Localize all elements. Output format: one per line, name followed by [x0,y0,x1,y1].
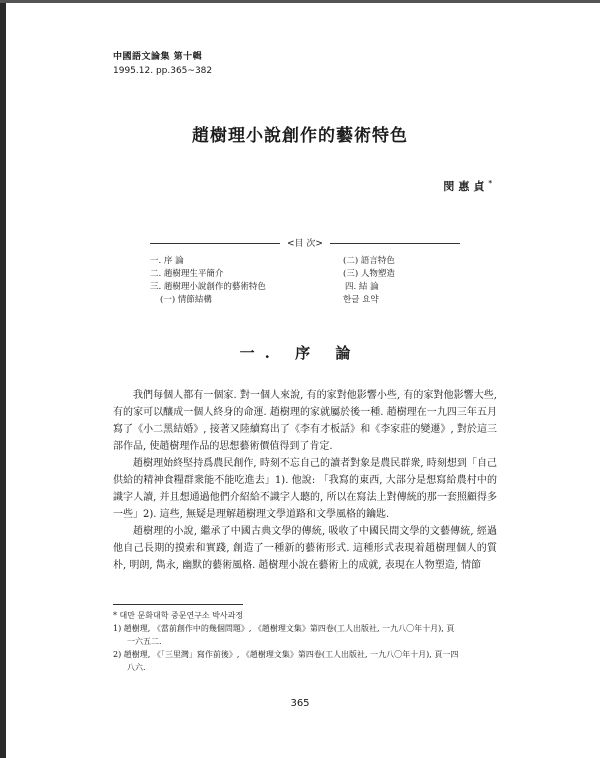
author [443,178,492,194]
footnote-2-cont: 八六. [127,663,146,672]
journal-name: 中國語文論集 第十輯 [113,52,203,62]
toc-item: 三. 趙樹理小說創作的藝術特色 [150,282,266,292]
body-text [113,387,497,574]
footnote-1: 1) 趙樹理, 《當前創作中的幾個問題》, 《趙樹理文集》第四卷(工人出版社, 一九八〇年十月), 頁 [113,624,455,633]
section-heading: 一. 序 論 [239,344,361,362]
toc-item: (一) 情節結構 [160,295,212,305]
footnote-2: 2) 趙樹理, 《「三里灣」寫作前後》, 《趙樹理文集》第四卷(工人出版社, 一九八〇年十月), 頁一四 [113,650,459,659]
toc-heading: <目 次> [287,239,323,249]
toc-right-column [343,255,395,307]
footnotes [113,609,493,674]
page-top-edge [0,0,600,3]
toc-item: 二. 趙樹理生平簡介 [150,269,224,279]
toc-item: (三) 人物塑造 [343,269,395,279]
toc-rule-left [150,243,280,244]
journal-citation: 1995.12. pp.365~382 [113,66,213,76]
toc-left-column [150,255,266,307]
footnote-1-cont: 一六五二. [127,637,162,646]
toc-item: (二) 語言特色 [343,256,395,266]
toc-item: 一. 序 論 [150,256,184,266]
toc-rule-right [330,243,460,244]
paragraph: 趙樹理始終堅持爲農民創作, 時刻不忘自己的讀者對象是農民群衆, 時刻想到「自己供給的精神食糧群衆能不能吃進去」1). 他說: 「我寫的東西, 大部分是想寫給農村中的識字人讀, 并且想通過他們介紹給不識字人聽的, 所以在寫法上對傳統的那一套照顧得多一些」2). 這些, 無疑是理解趙樹理文學道路和文學風格的鑰匙. [113,458,497,520]
toc-item: 한글 요약 [343,295,379,305]
paper-title: 趙樹理小說創作的藝術特色 [192,126,408,146]
paragraph: 趙樹理的小說, 繼承了中國古典文學的傳統, 吸收了中國民間文學的文藝傳統, 經過他自己長期的摸索和實踐, 創造了一種新的藝術形式. 這種形式表現着趙樹理個人的質朴, 明朗, 雋永, 幽默的藝術風格. 趙樹理小說在藝術上的成就, 表現在人物塑造, 情節 [113,526,497,571]
footnote-affiliation: * 대만 문화대학 중문연구소 박사과정 [113,611,244,620]
footnote-rule [113,604,243,605]
paragraph: 我們每個人都有一個家. 對一個人來說, 有的家對他影響小些, 有的家對他影響大些, 有的家可以釀成一個人終身的命運. 趙樹理的家就屬於後一種. 趙樹理在一九四三年五月寫了《小二黑結婚》, 接著又陸續寫出了《李有才板話》和《李家莊的變遷》, 對於這三部作品, 使趙樹理作品的思想藝術價值得到了肯定. [113,390,497,452]
page-binding-edge [0,0,6,758]
author-name: 閔惠貞 [443,180,489,193]
toc-item: 四. 結 論 [345,282,379,292]
journal-header [113,50,212,78]
page-number: 365 [290,698,310,709]
author-mark: * [488,178,492,188]
toc-heading-row [150,237,460,251]
